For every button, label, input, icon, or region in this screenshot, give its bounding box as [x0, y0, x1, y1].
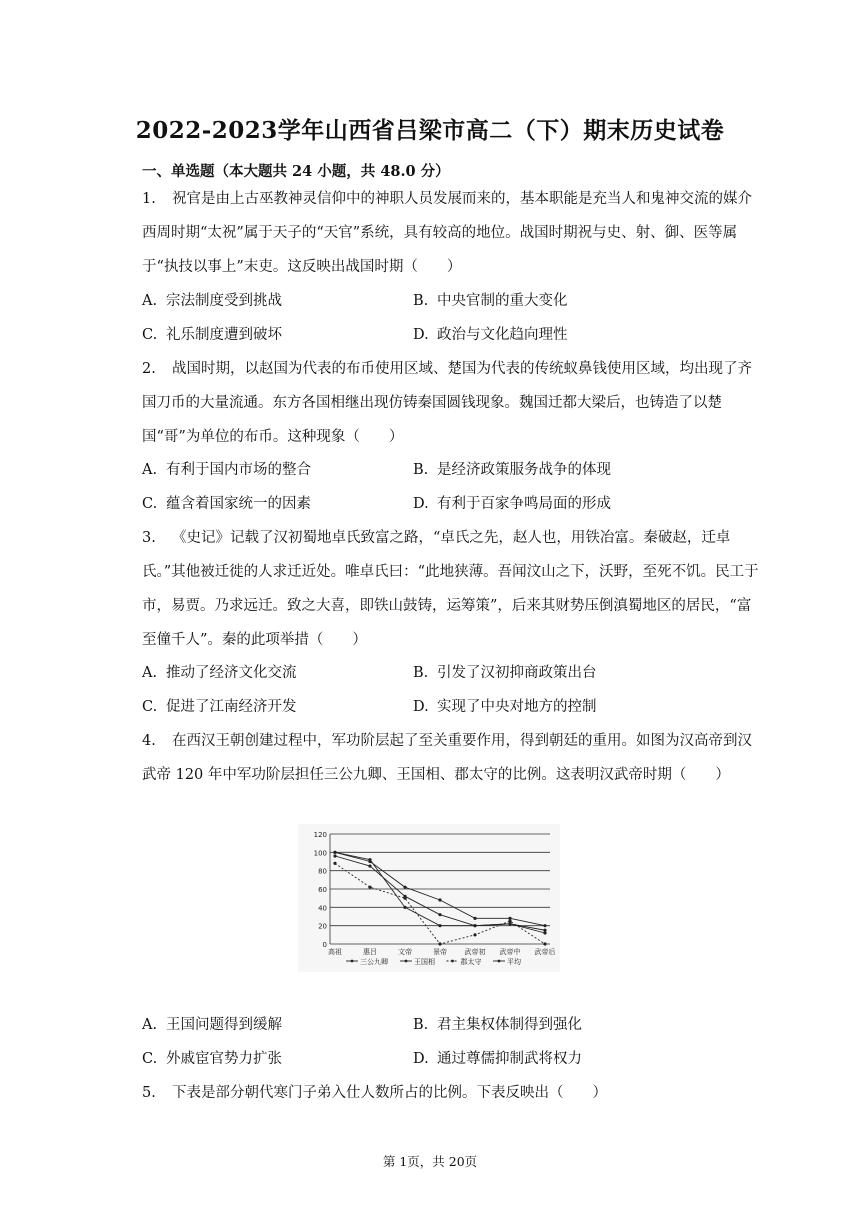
question-text: 下表是部分朝代寒门子弟入仕人数所占的比例。下表反映出（ ）	[172, 1085, 607, 1101]
data-point	[403, 906, 406, 909]
x-tick-label: 文帝	[398, 948, 412, 956]
data-point	[473, 917, 476, 920]
option-2d[interactable]: D. 有利于百家争鸣局面的形成	[413, 496, 611, 512]
question-1	[142, 182, 762, 284]
x-tick-label: 景帝	[433, 948, 447, 956]
section-heading: 一、单选题（本大题共 24 小题，共 48.0 分）	[142, 163, 450, 180]
data-point	[403, 895, 406, 898]
question-text: 战国时期，以赵国为代表的布币使用区域、楚国为代表的传统蚁鼻钱使用区域，均出现了齐国刀币的大量流通。东方各国相继出现仿铸秦国圆钱现象。魏国迁都大梁后，也铸造了以楚国“哥”为单位的布币。这种现象（ ）	[142, 361, 752, 445]
question-number: 5.	[142, 1085, 156, 1101]
question-text: 在西汉王朝创建过程中，军功阶层起了至关重要作用，得到朝廷的重用。如图为汉高帝到汉武帝 120 年中军功阶层担任三公九卿、王国相、郡太守的比例。这表明汉武帝时期（ ）	[142, 733, 752, 783]
legend-marker	[451, 960, 454, 963]
data-point	[508, 917, 511, 920]
question-number: 3.	[142, 530, 156, 546]
series-line	[335, 863, 545, 944]
data-point	[333, 851, 336, 854]
series-line	[335, 852, 545, 930]
y-tick-label: 120	[313, 831, 327, 839]
legend-marker	[498, 960, 501, 963]
option-3d[interactable]: D. 实现了中央对地方的控制	[413, 699, 597, 715]
data-point	[438, 924, 441, 927]
data-point	[473, 924, 476, 927]
option-4a[interactable]: A. 王国问题得到缓解	[142, 1017, 282, 1033]
option-3a[interactable]: A. 推动了经济文化交流	[142, 665, 297, 681]
page-footer: 第 1页，共 20页	[382, 1154, 478, 1169]
x-tick-label: 惠吕	[363, 948, 377, 956]
series-line	[335, 856, 545, 933]
question-2	[142, 352, 762, 454]
option-1b[interactable]: B. 中央官制的重大变化	[413, 293, 568, 309]
y-tick-label: 0	[322, 941, 327, 949]
option-1a[interactable]: A. 宗法制度受到挑战	[142, 293, 282, 309]
data-point	[508, 919, 511, 922]
y-tick-label: 20	[318, 922, 327, 931]
data-point	[473, 933, 476, 936]
exam-title: 2022-2023学年山西省吕梁市高二（下）期末历史试卷	[135, 117, 725, 144]
option-2a[interactable]: A. 有利于国内市场的整合	[142, 462, 311, 478]
question-number: 1.	[142, 191, 156, 207]
option-3b[interactable]: B. 引发了汉初抑商政策出台	[413, 665, 597, 681]
option-4b[interactable]: B. 君主集权体制得到强化	[413, 1017, 582, 1033]
data-point	[438, 913, 441, 916]
data-point	[543, 924, 546, 927]
y-tick-label: 100	[313, 849, 327, 858]
x-tick-label: 高祖	[328, 948, 342, 956]
legend-marker	[351, 960, 354, 963]
option-4d[interactable]: D. 通过尊儒抑制武将权力	[413, 1051, 582, 1067]
question-5	[142, 1076, 762, 1110]
data-point	[333, 854, 336, 857]
legend-label: 王国相	[414, 958, 435, 966]
data-point	[543, 942, 546, 945]
data-point	[543, 929, 546, 932]
data-point	[438, 898, 441, 901]
x-tick-label: 武帝初	[464, 948, 486, 956]
data-point	[368, 864, 371, 867]
question-number: 4.	[142, 733, 156, 749]
y-tick-label: 60	[318, 886, 327, 894]
x-tick-label: 武帝中	[499, 948, 521, 956]
data-point	[543, 931, 546, 934]
x-tick-label: 武帝后	[534, 948, 556, 956]
question-text: 《史记》记载了汉初蜀地卓氏致富之路，“卓氏之先，赵人也，用铁冶富。秦破赵，迁卓氏。”其他被迁徙的人求迁近处。唯卓氏曰：“此地狭薄。吾闻汶山之下，沃野，至死不饥。民工于市，易贾。乃求远迁。致之大喜，即铁山鼓铸，运筹策”，后来其财势压倒滇蜀地区的居民，“富至僮千人”。秦的此项举措（ ）	[142, 530, 759, 648]
legend-marker	[405, 960, 408, 963]
question-text: 祝官是由上古巫教神灵信仰中的神职人员发展而来的，基本职能是充当人和鬼神交流的媒介西周时期“太祝”属于天子的“天官”系统，具有较高的地位。战国时期祝与史、射、御、医等属于“执技以事上”末吏。这反映出战国时期（ ）	[142, 191, 752, 275]
line-chart	[298, 824, 560, 972]
legend-label: 平均	[507, 958, 521, 966]
question-4	[142, 724, 762, 792]
option-1d[interactable]: D. 政治与文化趋向理性	[413, 327, 568, 343]
option-1c[interactable]: C. 礼乐制度遭到破坏	[142, 327, 282, 343]
option-3c[interactable]: C. 促进了江南经济开发	[142, 699, 297, 715]
y-tick-label: 80	[318, 867, 327, 876]
data-point	[368, 886, 371, 889]
data-point	[368, 858, 371, 861]
option-2b[interactable]: B. 是经济政策服务战争的体现	[413, 462, 611, 478]
chart-svg	[298, 824, 560, 972]
data-point	[508, 922, 511, 925]
question-number: 2.	[142, 361, 156, 377]
data-point	[403, 886, 406, 889]
option-4c[interactable]: C. 外戚宦官势力扩张	[142, 1051, 282, 1067]
data-point	[438, 942, 441, 945]
legend-label: 郡太守	[460, 958, 482, 966]
y-tick-label: 40	[318, 904, 327, 913]
data-point	[333, 862, 336, 865]
question-3	[142, 521, 762, 657]
option-2c[interactable]: C. 蕴含着国家统一的因素	[142, 496, 311, 512]
legend-label: 三公九卿	[360, 958, 388, 966]
